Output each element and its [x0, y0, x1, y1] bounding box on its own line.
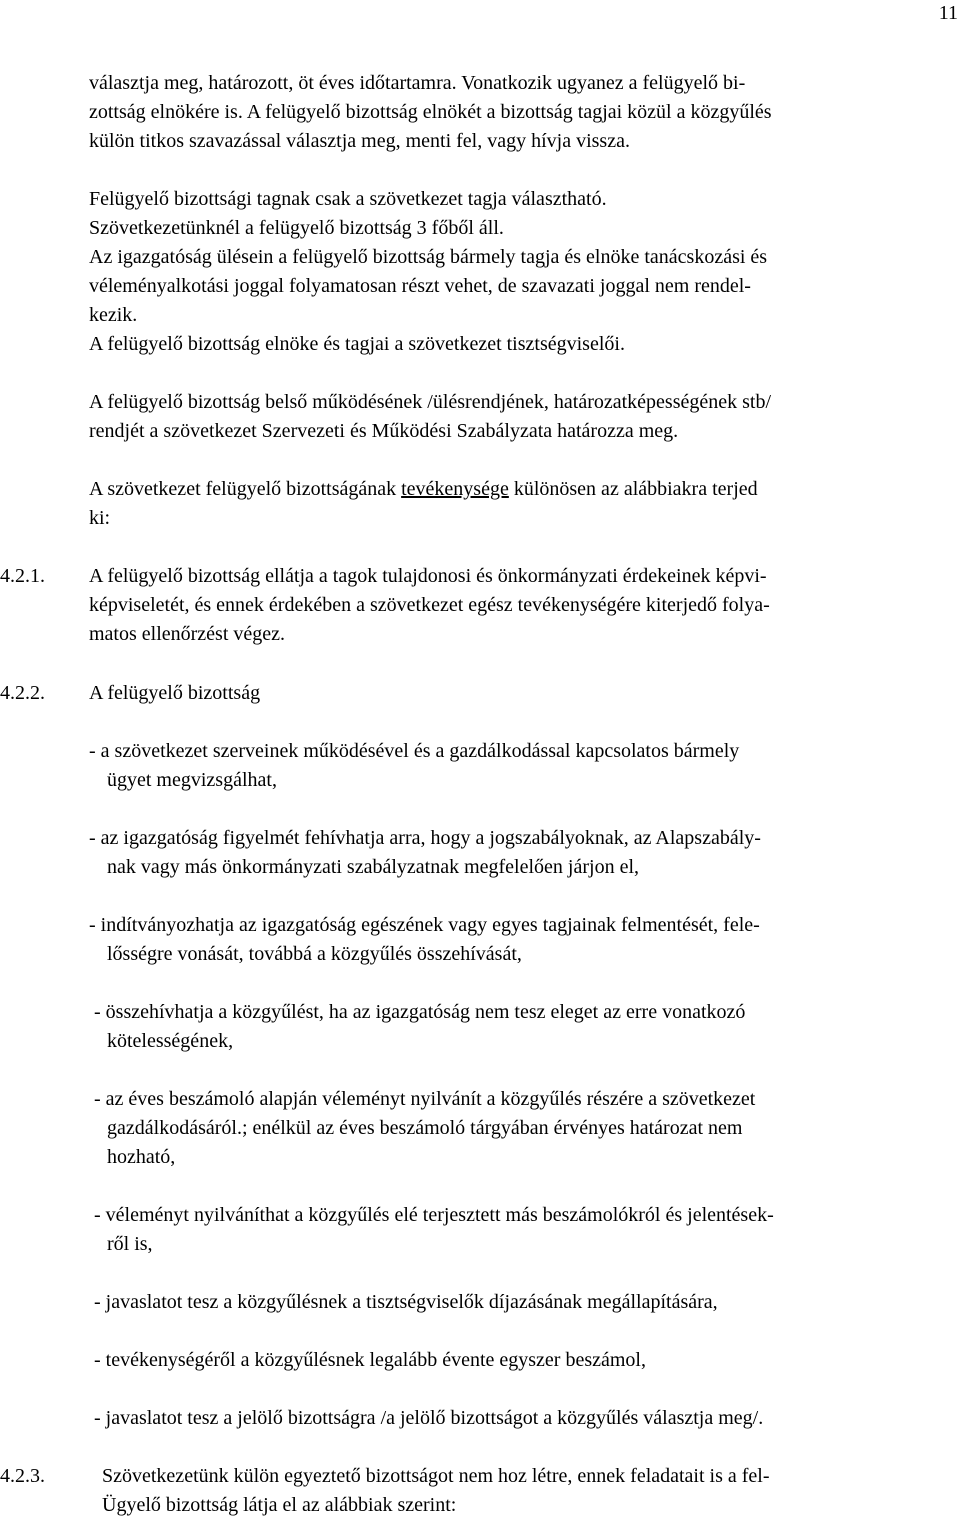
text-line: zottság elnökére is. A felügyelő bizottság elnökét a bizottság tagjai közül a közgyűlés — [89, 101, 772, 123]
section-number: 4.2.3. — [0, 1465, 45, 1487]
list-item: - tevékenységéről a közgyűlésnek legalább évente egyszer beszámol, — [94, 1349, 646, 1371]
list-item: - az éves beszámoló alapján véleményt nyilvánít a közgyűlés részére a szövetkezet — [94, 1088, 756, 1110]
text-line: választja meg, határozott, öt éves időtartamra. Vonatkozik ugyanez a felügyelő bi- — [89, 72, 746, 94]
section-number: 4.2.1. — [0, 565, 45, 587]
text-line: Szövetkezetünk külön egyeztető bizottságot nem hoz létre, ennek feladatait is a fel- — [102, 1465, 770, 1487]
text-line: véleményalkotási joggal folyamatosan részt vehet, de szavazati joggal nem rendel- — [89, 275, 751, 297]
text-line — [89, 476, 758, 502]
page-number: 11 — [938, 2, 958, 24]
text-line: Ügyelő bizottság látja el az alábbiak szerint: — [102, 1494, 457, 1516]
list-item: - indítványozhatja az igazgatóság egészének vagy egyes tagjainak felmentését, fele- — [89, 914, 760, 936]
list-item: - a szövetkezet szerveinek működésével és a gazdálkodással kapcsolatos bármely — [89, 740, 740, 762]
list-item-continuation: ről is, — [107, 1233, 153, 1255]
text-line: Az igazgatóság ülésein a felügyelő bizottság bármely tagja és elnöke tanácskozási és — [89, 246, 768, 268]
section-number: 4.2.2. — [0, 682, 45, 704]
text-line: Szövetkezetünknél a felügyelő bizottság 3 főből áll. — [89, 217, 504, 239]
list-item-continuation: lősségre vonását, továbbá a közgyűlés összehívását, — [107, 943, 522, 965]
list-item-continuation: hozható, — [107, 1146, 176, 1168]
text-line: matos ellenőrzést végez. — [89, 623, 286, 645]
list-item: - javaslatot tesz a jelölő bizottságra /a jelölő bizottságot a közgyűlés választja meg/. — [94, 1407, 764, 1429]
list-item: - véleményt nyilváníthat a közgyűlés elé terjesztett más beszámolókról és jelentések- — [94, 1204, 774, 1226]
text-line: A felügyelő bizottság ellátja a tagok tulajdonosi és önkormányzati érdekeinek képvi- — [89, 565, 767, 587]
text-line: ki: — [89, 507, 111, 529]
text-segment: különösen az alábbiakra terjed — [508, 478, 758, 500]
list-item: - javaslatot tesz a közgyűlésnek a tisztségviselők díjazásának megállapítására, — [94, 1291, 718, 1313]
text-line: A felügyelő bizottság elnöke és tagjai a szövetkezet tisztségviselői. — [89, 333, 625, 355]
list-item-continuation: ügyet megvizsgálhat, — [107, 769, 277, 791]
section-heading: A felügyelő bizottság — [89, 682, 261, 704]
text-line: Felügyelő bizottsági tagnak csak a szövetkezet tagja választható. — [89, 188, 607, 210]
list-item: - az igazgatóság figyelmét fehívhatja arra, hogy a jogszabályoknak, az Alapszabály- — [89, 827, 761, 849]
text-line: képviseletét, és ennek érdekében a szövetkezet egész tevékenységére kiterjedő folya- — [89, 594, 770, 616]
list-item: - összehívhatja a közgyűlést, ha az igazgatóság nem tesz eleget az erre vonatkozó — [94, 1001, 746, 1023]
underlined-term: tevékenysége — [401, 478, 509, 500]
text-line: kezik. — [89, 304, 138, 326]
list-item-continuation: kötelességének, — [107, 1030, 234, 1052]
text-segment: A szövetkezet felügyelő bizottságának — [89, 478, 402, 500]
list-item-continuation: nak vagy más önkormányzati szabályzatnak megfelelően járjon el, — [107, 856, 640, 878]
text-line: A felügyelő bizottság belső működésének /ülésrendjének, határozatképességének stb/ — [89, 391, 772, 413]
text-line: külön titkos szavazással választja meg, menti fel, vagy hívja vissza. — [89, 130, 630, 152]
list-item-continuation: gazdálkodásáról.; enélkül az éves beszámoló tárgyában érvényes határozat nem — [107, 1117, 743, 1139]
text-line: rendjét a szövetkezet Szervezeti és Működési Szabályzata határozza meg. — [89, 420, 679, 442]
